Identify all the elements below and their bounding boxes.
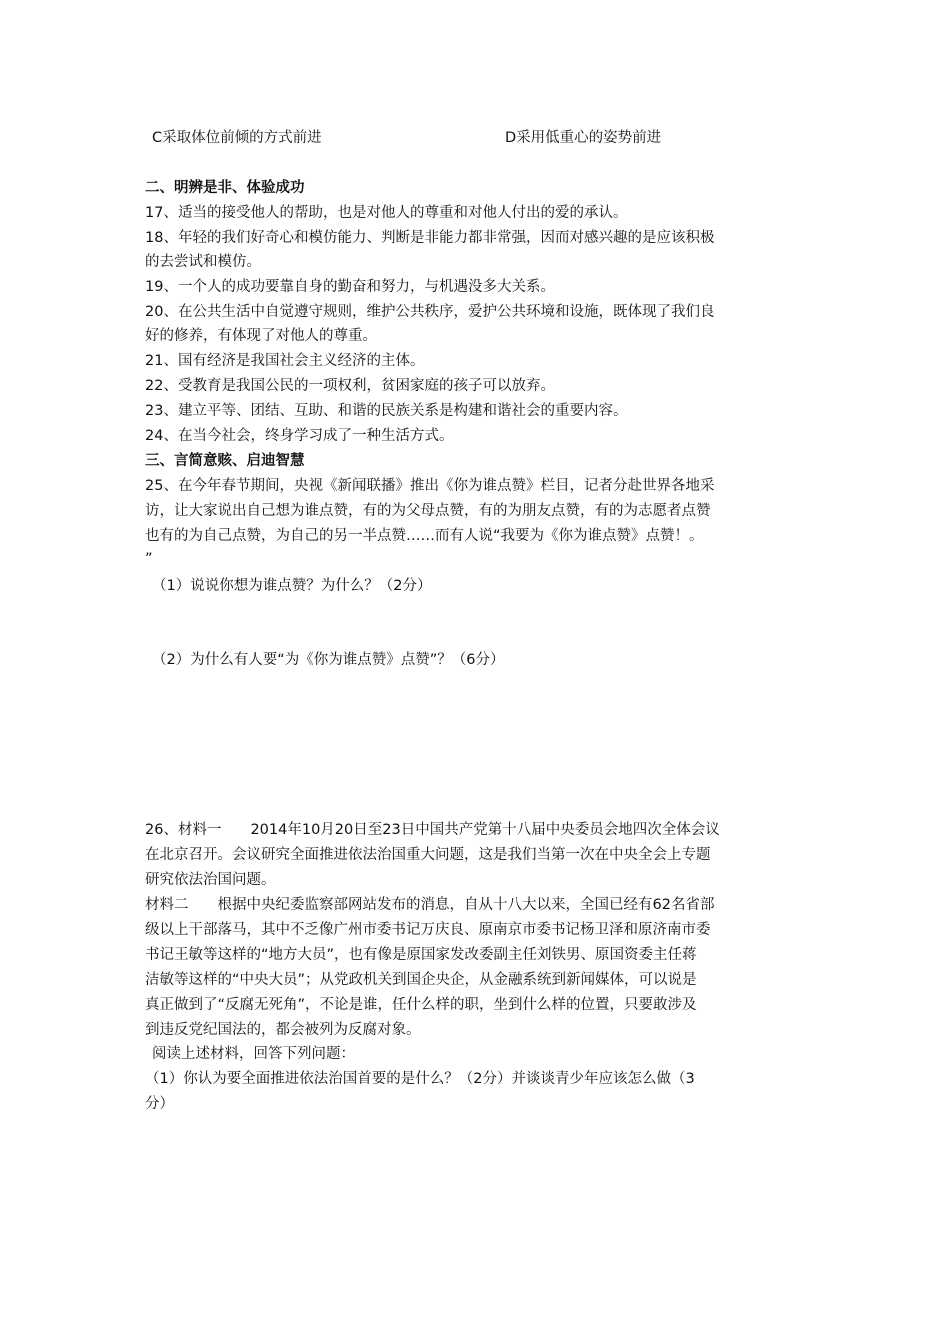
question-25-line-4: ” bbox=[145, 551, 153, 567]
question-20-line-1: 20、在公共生活中自觉遵守规则，维护公共秩序，爱护公共环境和设施，既体现了我们良 bbox=[145, 304, 715, 320]
question-25-line-3: 也有的为自己点赞，为自己的另一半点赞……而有人说“我要为《你为谁点赞》点赞！。 bbox=[145, 528, 704, 544]
question-26-material-2-line-2: 级以上干部落马，其中不乏像广州市委书记万庆良、原南京市委书记杨卫泽和原济南市委 bbox=[145, 922, 711, 938]
question-20-line-2: 好的修养，有体现了对他人的尊重。 bbox=[145, 328, 377, 344]
question-26-material-2-line-1: 材料二 根据中央纪委监察部网站发布的消息，自从十八大以来，全国已经有62名省部 bbox=[145, 897, 715, 913]
question-17: 17、适当的接受他人的帮助，也是对他人的尊重和对他人付出的爱的承认。 bbox=[145, 205, 628, 221]
question-18-line-1: 18、年轻的我们好奇心和模仿能力、判断是非能力都非常强，因而对感兴趣的是应该积极 bbox=[145, 230, 715, 246]
question-26-material-2-line-6: 到违反党纪国法的，都会被列为反腐对象。 bbox=[145, 1022, 421, 1038]
question-26-sub-1-line-2: 分） bbox=[145, 1096, 174, 1112]
question-22: 22、受教育是我国公民的一项权利，贫困家庭的孩子可以放弃。 bbox=[145, 378, 555, 394]
question-25-sub-2: （2）为什么有人要“为《你为谁点赞》点赞”？（6分） bbox=[152, 652, 505, 668]
question-26-material-2-line-5: 真正做到了“反腐无死角”，不论是谁，任什么样的职，坐到什么样的位置，只要敢涉及 bbox=[145, 997, 697, 1013]
question-26-prompt: 阅读上述材料，回答下列问题： bbox=[152, 1046, 355, 1062]
question-21: 21、国有经济是我国社会主义经济的主体。 bbox=[145, 353, 425, 369]
section-3-heading: 三、言简意赅、启迪智慧 bbox=[145, 453, 305, 469]
question-25-line-2: 访，让大家说出自己想为谁点赞，有的为父母点赞，有的为朋友点赞，有的为志愿者点赞 bbox=[145, 503, 711, 519]
question-26-sub-1-line-1: （1）你认为要全面推进依法治国首要的是什么？（2分）并谈谈青少年应该怎么做（3 bbox=[145, 1071, 695, 1087]
question-24: 24、在当今社会，终身学习成了一种生活方式。 bbox=[145, 428, 454, 444]
question-26-material-1-line-3: 研究依法治国问题。 bbox=[145, 872, 276, 888]
option-d: D采用低重心的姿势前进 bbox=[505, 130, 662, 146]
question-26-material-2-line-3: 书记王敏等这样的“地方大员”，也有像是原国家发改委副主任刘铁男、原国资委主任蒋 bbox=[145, 947, 697, 963]
question-26-material-2-line-4: 洁敏等这样的“中央大员”；从党政机关到国企央企，从金融系统到新闻媒体，可以说是 bbox=[145, 972, 697, 988]
question-18-line-2: 的去尝试和模仿。 bbox=[145, 254, 261, 270]
option-c: C采取体位前倾的方式前进 bbox=[152, 130, 322, 146]
question-25-line-1: 25、在今年春节期间，央视《新闻联播》推出《你为谁点赞》栏目，记者分赴世界各地采 bbox=[145, 478, 715, 494]
question-25-sub-1: （1）说说你想为谁点赞？为什么？（2分） bbox=[152, 578, 432, 594]
question-23: 23、建立平等、团结、互助、和谐的民族关系是构建和谐社会的重要内容。 bbox=[145, 403, 628, 419]
question-26-material-1-line-2: 在北京召开。会议研究全面推进依法治国重大问题，这是我们当第一次在中央全会上专题 bbox=[145, 847, 711, 863]
question-26-material-1-line-1: 26、材料一 2014年10月20日至23日中国共产党第十八届中央委员会地四次全体会议 bbox=[145, 822, 720, 838]
question-19: 19、一个人的成功要靠自身的勤奋和努力，与机遇没多大关系。 bbox=[145, 279, 555, 295]
section-2-heading: 二、明辨是非、体验成功 bbox=[145, 180, 305, 196]
